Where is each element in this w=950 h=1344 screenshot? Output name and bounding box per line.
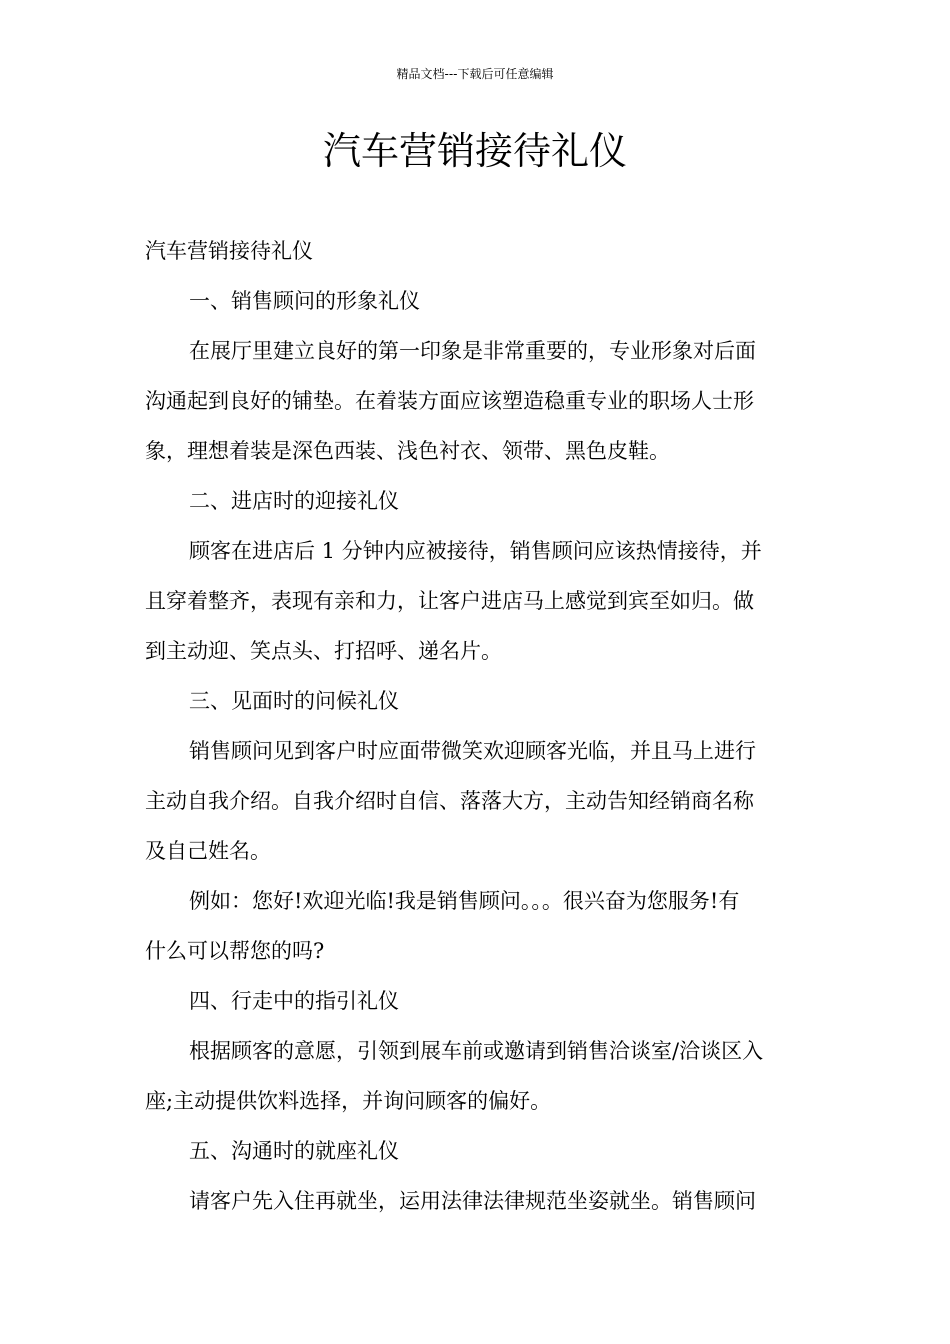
- body-line: 顾客在进店后 1 分钟内应被接待，销售顾问应该热情接待，并: [189, 539, 762, 563]
- body-line: 请客户先入住再就坐，运用法律法律规范坐姿就坐。销售顾问: [189, 1189, 756, 1213]
- body-line: 到主动迎、笑点头、打招呼、递名片。: [145, 639, 502, 663]
- body-line: 根据顾客的意愿，引领到展车前或邀请到销售洽谈室/洽谈区入: [189, 1039, 764, 1063]
- body-line: 什么可以帮您的吗?: [145, 939, 325, 963]
- body-line: 座;主动提供饮料选择，并询问顾客的偏好。: [145, 1089, 552, 1113]
- body-line: 且穿着整齐，表现有亲和力，让客户进店马上感觉到宾至如归。做: [145, 589, 754, 613]
- body-line: 一、销售顾问的形象礼仪: [189, 289, 420, 313]
- body-line: 二、进店时的迎接礼仪: [189, 489, 399, 513]
- page-header-note: 精品文档---下载后可任意编辑: [396, 67, 554, 81]
- body-line: 三、见面时的问候礼仪: [189, 689, 399, 713]
- body-line: 汽车营销接待礼仪: [145, 239, 313, 263]
- body-line: 例如：您好!欢迎光临!我是销售顾问。。。很兴奋为您服务!有: [189, 889, 740, 913]
- body-line: 象，理想着装是深色西装、浅色衬衣、领带、黑色皮鞋。: [145, 439, 670, 463]
- document-body: [145, 226, 807, 1226]
- body-line: 主动自我介绍。自我介绍时自信、落落大方，主动告知经销商名称: [145, 789, 754, 813]
- body-line: 及自己姓名。: [145, 839, 271, 863]
- body-line: 四、行走中的指引礼仪: [189, 989, 399, 1013]
- body-line: 五、沟通时的就座礼仪: [189, 1139, 399, 1163]
- body-line: 在展厅里建立良好的第一印象是非常重要的，专业形象对后面: [189, 339, 756, 363]
- body-line: 沟通起到良好的铺垫。在着装方面应该塑造稳重专业的职场人士形: [145, 389, 754, 413]
- document-title: 汽车营销接待礼仪: [322, 129, 627, 173]
- body-line: 销售顾问见到客户时应面带微笑欢迎顾客光临，并且马上进行: [189, 739, 756, 763]
